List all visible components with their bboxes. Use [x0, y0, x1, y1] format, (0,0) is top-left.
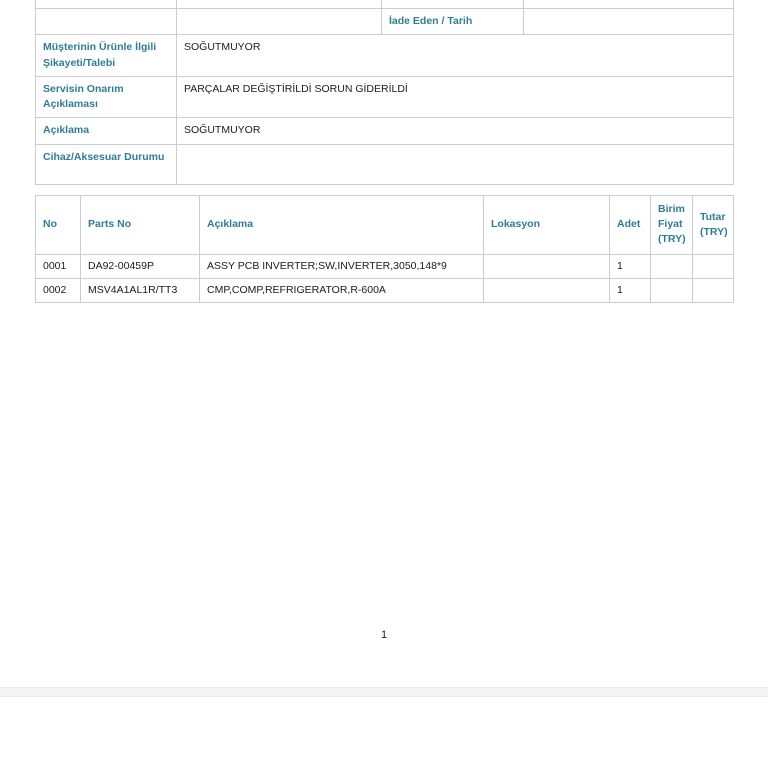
detail-label-iade-eden-tarih: İade Eden / Tarih: [382, 9, 524, 35]
table-row: [36, 278, 734, 302]
parts-cell-lokasyon: [484, 254, 610, 278]
parts-table-header-row: [36, 196, 734, 255]
table-row: [36, 0, 734, 9]
parts-cell-adet: 1: [610, 254, 651, 278]
detail-value-musteri-sikayeti: SOĞUTMUYOR: [177, 35, 734, 76]
parts-cell-tutar: [693, 278, 734, 302]
parts-cell-parts-no: DA92-00459P: [81, 254, 200, 278]
table-row: [36, 35, 734, 76]
parts-cell-aciklama: ASSY PCB INVERTER;SW,INVERTER,3050,148*9: [200, 254, 484, 278]
parts-header-adet: Adet: [610, 196, 651, 255]
detail-value-iade-eden-tarih: [524, 9, 734, 35]
parts-cell-no: 0002: [36, 278, 81, 302]
parts-table: [35, 195, 734, 303]
detail-value-cihaz-aksesuar-durumu: [177, 144, 734, 184]
detail-value-aciklama: SOĞUTMUYOR: [177, 118, 734, 144]
parts-cell-birim-fiyat: [651, 278, 693, 302]
table-row: [36, 9, 734, 35]
parts-cell-lokasyon: [484, 278, 610, 302]
detail-label-aciklama: Açıklama: [36, 118, 177, 144]
parts-cell-aciklama: CMP,COMP,REFRIGERATOR,R-600A: [200, 278, 484, 302]
parts-header-birim-fiyat: Birim Fiyat (TRY): [651, 196, 693, 255]
detail-label-empty-b: [36, 9, 177, 35]
parts-header-tutar: Tutar (TRY): [693, 196, 734, 255]
detail-value-urun-gonderildi: [524, 0, 734, 9]
table-row: [36, 76, 734, 117]
page-separator: [0, 687, 768, 697]
detail-value-empty-b: [177, 9, 382, 35]
detail-label-musteri-sikayeti: Müşterinin Ürünle İlgili Şikayeti/Talebi: [36, 35, 177, 76]
detail-value-empty-a: [177, 0, 382, 9]
detail-label-empty-a: [36, 0, 177, 9]
parts-header-lokasyon: Lokasyon: [484, 196, 610, 255]
service-detail-table: [35, 0, 734, 185]
parts-cell-tutar: [693, 254, 734, 278]
parts-cell-parts-no: MSV4A1AL1R/TT3: [81, 278, 200, 302]
parts-cell-adet: 1: [610, 278, 651, 302]
detail-label-urun-gonderildi: [382, 0, 524, 9]
parts-header-aciklama: Açıklama: [200, 196, 484, 255]
table-row: [36, 118, 734, 144]
table-row: [36, 144, 734, 184]
parts-cell-no: 0001: [36, 254, 81, 278]
parts-header-no: No: [36, 196, 81, 255]
detail-label-servis-onarim: Servisin Onarım Açıklaması: [36, 76, 177, 117]
page-number: 1: [380, 629, 388, 641]
detail-value-servis-onarim: PARÇALAR DEĞİŞTİRİLDİ SORUN GİDERİLDİ: [177, 76, 734, 117]
parts-header-parts-no: Parts No: [81, 196, 200, 255]
table-row: [36, 254, 734, 278]
parts-cell-birim-fiyat: [651, 254, 693, 278]
detail-label-cihaz-aksesuar-durumu: Cihaz/Aksesuar Durumu: [36, 144, 177, 184]
document-page-next: [0, 697, 768, 768]
